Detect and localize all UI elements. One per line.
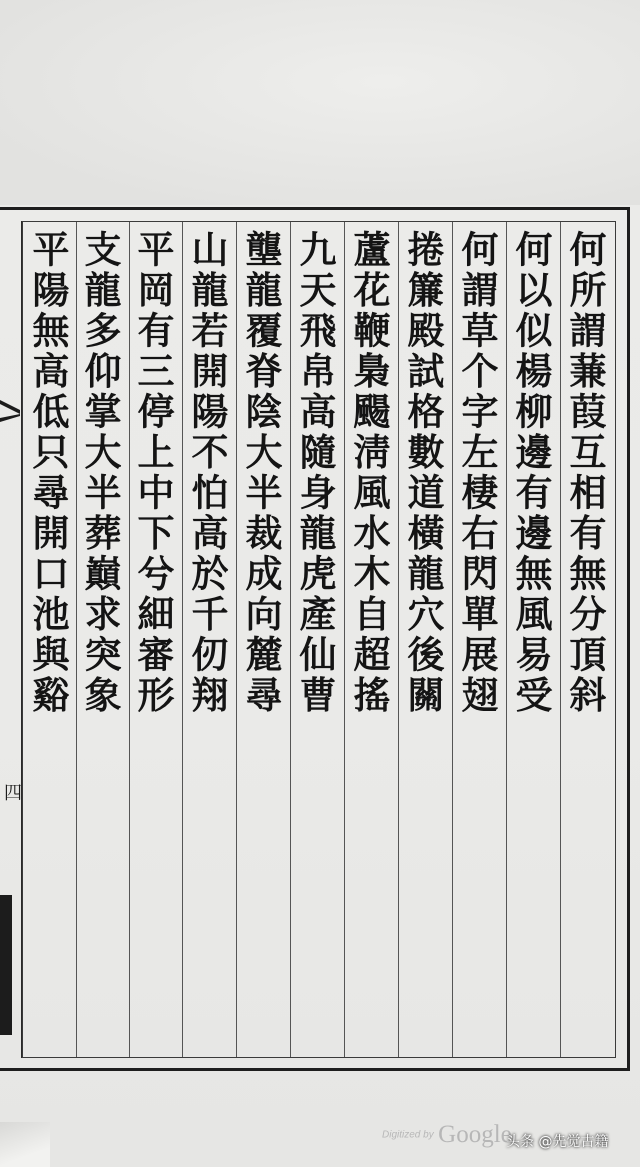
column-rule (182, 222, 183, 1057)
column-rule (344, 222, 345, 1057)
digitized-by-text: Digitized by (382, 1129, 434, 1141)
text-column-10: 支龍多仰掌大半葬巔求突象 (78, 230, 122, 716)
text-column-9: 平岡有三停上中下兮細審形 (131, 230, 175, 716)
text-column-6: 九天飛帛高隨身龍虎產仙曹 (293, 230, 337, 716)
page-corner (0, 1122, 50, 1167)
column-rule (452, 222, 453, 1057)
text-column-5: 蘆花鞭梟颺淸風水木自超搖 (347, 230, 391, 716)
fold-edge-block (0, 895, 12, 1035)
text-column-3: 何謂草个字左棲右閃單展翅 (455, 230, 499, 716)
source-badge: 头条 @先觉古籍 (506, 1134, 609, 1150)
column-rule (290, 222, 291, 1057)
text-column-1: 何所謂蒹葭互相有無分頂斜 (563, 230, 607, 716)
column-rule (560, 222, 561, 1057)
text-column-11: 平陽無高低只尋開口池與谿 (26, 230, 70, 716)
text-column-2: 何以似楊柳邊有邊無風易受 (509, 230, 553, 716)
fish-tail-mark-icon (0, 392, 20, 432)
top-margin (0, 0, 640, 205)
google-logo-text: Google (438, 1121, 512, 1148)
column-rule (506, 222, 507, 1057)
text-column-7: 壟龍覆脊陰大半裁成向麓尋 (239, 230, 283, 716)
column-rule (236, 222, 237, 1057)
text-column-4: 捲簾殿試格數道橫龍穴後關 (401, 230, 445, 716)
text-column-8: 山龍若開陽不怕高於千仞翔 (185, 230, 229, 716)
column-rule (76, 222, 77, 1057)
column-rule (129, 222, 130, 1057)
digitized-watermark (382, 1121, 512, 1149)
column-rule (398, 222, 399, 1057)
page-number: 四 (4, 783, 22, 804)
